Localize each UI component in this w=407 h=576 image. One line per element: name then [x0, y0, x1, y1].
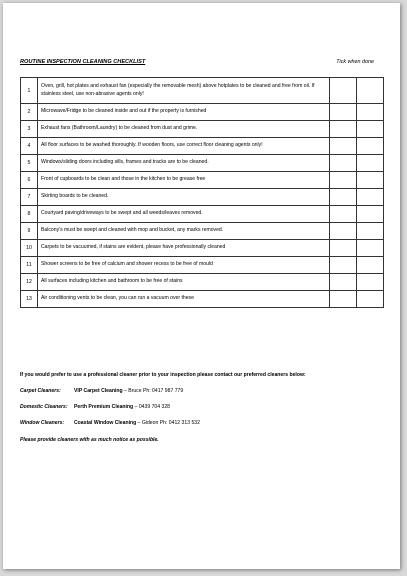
- tick-box[interactable]: [330, 206, 357, 223]
- notes-intro: If you would prefer to use a professional cleaner prior to your inspection please contact our preferred cleaners below:: [20, 372, 306, 378]
- tick-box[interactable]: [330, 104, 357, 121]
- item-description: Air conditioning vents to be clean, you can run a vacuum over these: [38, 291, 330, 308]
- item-number: 11: [21, 257, 38, 274]
- tick-box[interactable]: [357, 223, 384, 240]
- item-description: Oven, grill, hot plates and exhaust fan (especially the removable mesh) above hotplates to be cleaned and free from oil. If stainless steel, use non-abrasive agents only!: [38, 78, 330, 104]
- cleaner-entry: [20, 388, 380, 395]
- tick-box[interactable]: [330, 189, 357, 206]
- item-number: 13: [21, 291, 38, 308]
- item-number: 1: [21, 78, 38, 104]
- tick-box[interactable]: [357, 121, 384, 138]
- cleaner-company: VIP Carpet Cleaning: [74, 388, 123, 395]
- checklist-row: [21, 223, 384, 240]
- item-number: 10: [21, 240, 38, 257]
- item-description: Courtyard paving/driveways to be swept and all weeds/leaves removed.: [38, 206, 330, 223]
- document-page: [3, 3, 400, 569]
- item-number: 2: [21, 104, 38, 121]
- cleaner-company: Coastal Window Cleaning: [74, 420, 137, 427]
- checklist-row: [21, 206, 384, 223]
- cleaner-contact: – Bruce Ph: 0417 987 779: [122, 388, 184, 395]
- cleaner-contact: – Gideon Ph: 0412 313 532: [136, 420, 200, 427]
- checklist-row: [21, 240, 384, 257]
- item-description: Carpets to be vacuumed, if stains are evident, please have professionally cleaned: [38, 240, 330, 257]
- tick-box[interactable]: [330, 78, 357, 104]
- item-description: Exhaust fans (Bathroom/Laundry) to be cleaned from dust and grime.: [38, 121, 330, 138]
- item-number: 7: [21, 189, 38, 206]
- tick-box[interactable]: [330, 291, 357, 308]
- checklist-row: [21, 78, 384, 104]
- checklist-title: ROUTINE INSPECTION CLEANING CHECKLIST: [20, 59, 146, 65]
- checklist-row: [21, 189, 384, 206]
- tick-box[interactable]: [330, 274, 357, 291]
- item-number: 8: [21, 206, 38, 223]
- tick-box[interactable]: [357, 257, 384, 274]
- item-number: 6: [21, 172, 38, 189]
- checklist-row: [21, 291, 384, 308]
- tick-box[interactable]: [330, 155, 357, 172]
- tick-box[interactable]: [357, 104, 384, 121]
- cleaner-notes: [20, 372, 380, 444]
- tick-box[interactable]: [357, 291, 384, 308]
- checklist-row: [21, 121, 384, 138]
- tick-column-label: Tick when done: [336, 59, 374, 65]
- item-description: Windows/sliding doors including sills, frames and tracks are to be cleaned.: [38, 155, 330, 172]
- tick-box[interactable]: [330, 172, 357, 189]
- cleaner-contact: – 0439 704 328: [133, 404, 170, 411]
- checklist-row: [21, 138, 384, 155]
- tick-box[interactable]: [330, 257, 357, 274]
- item-description: All surfaces including kitchen and bathroom to be free of stains: [38, 274, 330, 291]
- checklist-row: [21, 172, 384, 189]
- cleaner-category: Domestic Cleaners:: [20, 404, 68, 411]
- item-number: 4: [21, 138, 38, 155]
- tick-box[interactable]: [330, 240, 357, 257]
- tick-box[interactable]: [357, 138, 384, 155]
- tick-box[interactable]: [330, 138, 357, 155]
- tick-box[interactable]: [357, 274, 384, 291]
- tick-box[interactable]: [357, 78, 384, 104]
- tick-box[interactable]: [357, 206, 384, 223]
- item-description: Front of cupboards to be clean and those in the kitchen to be grease free: [38, 172, 330, 189]
- notice-text: Please provide cleaners with as much notice as possible.: [20, 436, 159, 443]
- checklist-row: [21, 104, 384, 121]
- item-description: Balcony's must be swept and cleaned with mop and bucket, any marks removed.: [38, 223, 330, 240]
- item-description: All floor surfaces to be washed thoroughly. If wooden floors, use correct floor cleaning agents only!: [38, 138, 330, 155]
- item-number: 3: [21, 121, 38, 138]
- tick-box[interactable]: [357, 172, 384, 189]
- tick-box[interactable]: [330, 223, 357, 240]
- item-number: 12: [21, 274, 38, 291]
- cleaner-company: Perth Premium Cleaning: [74, 404, 134, 411]
- item-description: Shower screens to be free of calcium and shower recess to be free of mould: [38, 257, 330, 274]
- tick-box[interactable]: [357, 155, 384, 172]
- cleaner-category: Carpet Cleaners:: [20, 388, 61, 395]
- cleaner-category: Window Cleaners:: [20, 420, 65, 427]
- checklist-row: [21, 257, 384, 274]
- item-description: Microwave/Fridge to be cleaned inside and out if the property is furnished: [38, 104, 330, 121]
- tick-box[interactable]: [330, 121, 357, 138]
- item-number: 9: [21, 223, 38, 240]
- cleaner-entry: [20, 404, 380, 411]
- checklist-row: [21, 274, 384, 291]
- item-description: Skirting boards to be cleaned.: [38, 189, 330, 206]
- checklist-table: [20, 77, 384, 308]
- cleaner-entry: [20, 420, 380, 427]
- item-number: 5: [21, 155, 38, 172]
- tick-box[interactable]: [357, 189, 384, 206]
- tick-box[interactable]: [357, 240, 384, 257]
- checklist-row: [21, 155, 384, 172]
